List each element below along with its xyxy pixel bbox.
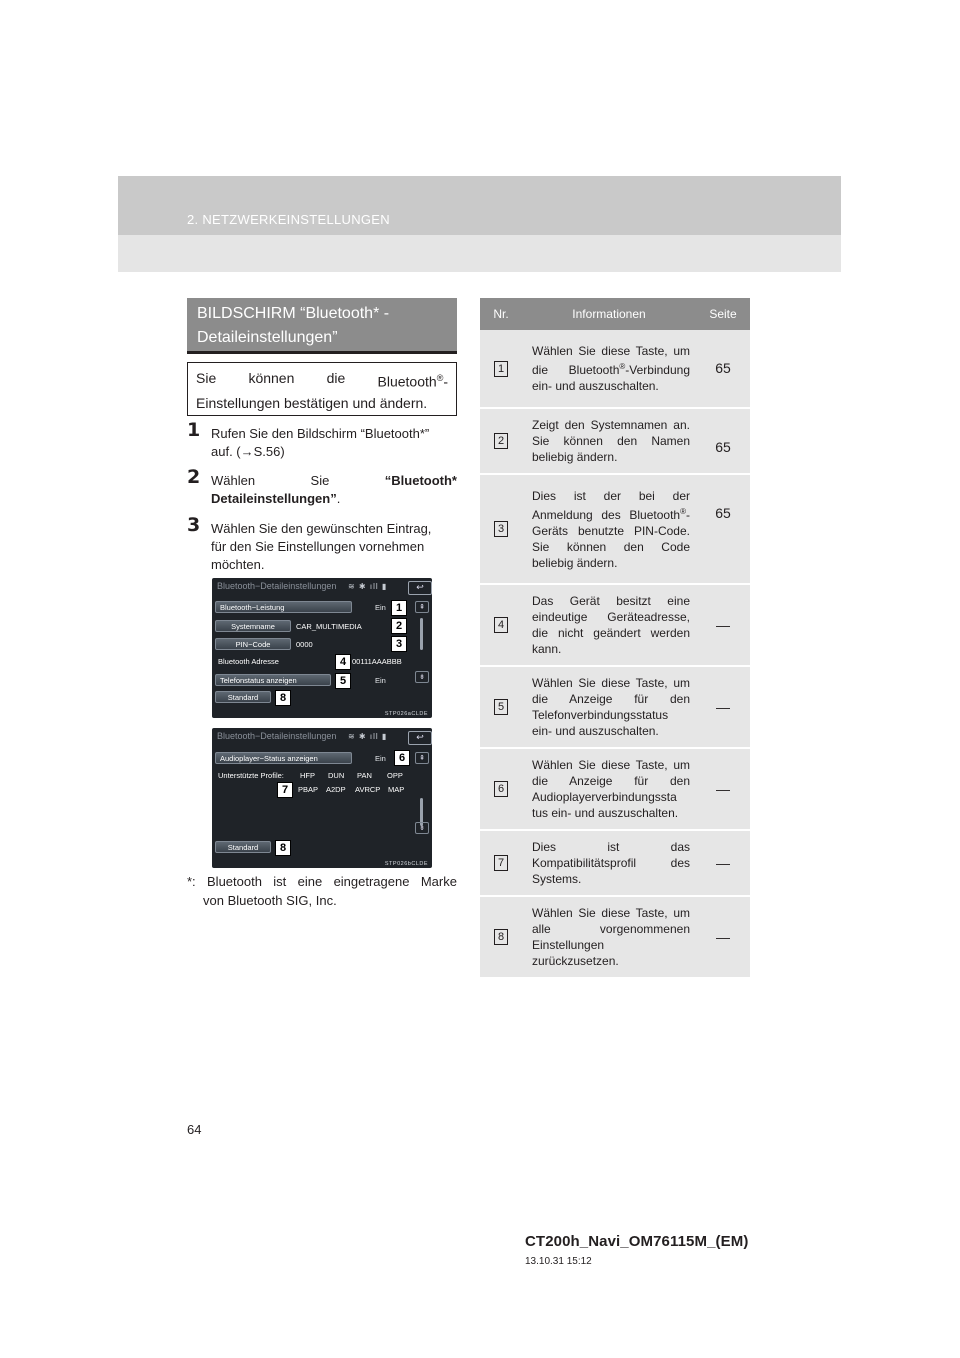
row-page: —: [696, 748, 750, 830]
scroll-up-button[interactable]: ⇞: [415, 752, 429, 764]
profile-avrcp: AVRCP: [355, 785, 381, 794]
footnote: [187, 872, 457, 910]
telefonstatus-value: Ein: [375, 676, 386, 685]
col-header-nr: Nr.: [480, 298, 522, 330]
scroll-down-button[interactable]: ⇟: [415, 822, 429, 834]
callout-4: 4: [335, 654, 351, 670]
row-page: —: [696, 830, 750, 896]
step-text: Rufen Sie den Bildschirm “Bluetooth*”: [211, 426, 430, 441]
row-info-tail: -Verbindung ein- und auszuschalten.: [532, 363, 690, 393]
footnote-word: eine: [297, 874, 323, 889]
back-button[interactable]: ↩: [408, 731, 432, 745]
table-row: [480, 474, 750, 584]
row-info: Wählen Sie diese Taste, um die Bluetooth: [532, 344, 690, 377]
bluetooth-address-label: Bluetooth Adresse: [218, 657, 279, 666]
row-number: 2: [494, 433, 508, 449]
callout-7: 7: [277, 782, 293, 798]
row-number: 6: [494, 781, 508, 797]
footnote-word: eingetragene: [333, 874, 410, 889]
registered-mark: ®: [680, 506, 686, 516]
document-date: 13.10.31 15:12: [525, 1256, 592, 1267]
row-info: Dies ist das Kompatibilitätsprofil des Systems.: [522, 830, 696, 896]
step-text: Wählen Sie den gewünschten Eintrag,: [211, 521, 432, 536]
step-text: für den Sie Einstellungen vornehmen: [211, 539, 425, 554]
scroll-down-button[interactable]: ⇟: [415, 671, 429, 683]
step-2: [187, 466, 457, 508]
row-info: Dies ist der bei der Anmeldung des Bluetooth: [532, 488, 690, 522]
table-row: [480, 408, 750, 474]
profiles-label: Unterstützte Profile:: [218, 771, 284, 780]
page-number: 64: [187, 1122, 202, 1137]
row-info: Wählen Sie diese Taste, um die Anzeige für den Telefonverbindungsstatus ein- und auszuschalten.: [522, 666, 696, 748]
table-row: [480, 584, 750, 666]
row-info-tail: -Geräts benutzte PIN-Code. Sie können den Code beliebig ändern.: [532, 507, 690, 570]
bluetooth-address-value: 00111AAABBB: [352, 657, 402, 666]
step-text: .: [336, 491, 341, 506]
row-number: 7: [494, 855, 508, 871]
row-page: —: [696, 896, 750, 978]
row-number: 4: [494, 617, 508, 633]
scroll-up-button[interactable]: ⇞: [415, 601, 429, 613]
table-row: [480, 748, 750, 830]
step-word: Sie: [310, 473, 330, 488]
row-info: Wählen Sie diese Taste, um die Anzeige für den Audioplayerverbindungssta tus ein- und auszuschalten.: [522, 748, 696, 830]
row-page: —: [696, 584, 750, 666]
profile-map: MAP: [388, 785, 405, 794]
status-icons: ≋ ✱ ıll ▮: [348, 582, 388, 591]
standard-button[interactable]: Standard: [215, 691, 271, 703]
audioplayer-status-value: Ein: [375, 754, 386, 763]
row-number: 1: [494, 361, 508, 377]
col-header-page: Seite: [696, 298, 750, 330]
profile-dun: DUN: [328, 771, 345, 780]
row-number: 5: [494, 699, 508, 715]
step-number: 3: [187, 514, 201, 536]
bluetooth-power-value: Ein: [375, 603, 386, 612]
row-info: Zeigt den Systemnamen an. Sie können den Namen beliebig ändern.: [522, 408, 696, 474]
document-id: CT200h_Navi_OM76115M_(EM): [525, 1233, 749, 1250]
callout-5: 5: [335, 673, 351, 689]
row-number: 8: [494, 929, 508, 945]
info-table: [480, 298, 750, 979]
row-info: Das Gerät besitzt eine eindeutige Geräteadresse, die nicht geändert werden kann.: [522, 584, 696, 666]
step-number: 1: [187, 419, 201, 441]
callout-2: 2: [391, 618, 407, 634]
screenshot-1: [212, 578, 432, 718]
row-page: —: [696, 666, 750, 748]
footnote-word: Bluetooth: [207, 874, 262, 889]
registered-mark: ®: [436, 373, 444, 383]
pin-code-button[interactable]: PIN−Code: [215, 638, 291, 650]
intro-line2: Einstellungen bestätigen und ändern.: [196, 394, 428, 411]
systemname-button[interactable]: Systemname: [215, 620, 291, 632]
section-title-line1: BILDSCHIRM “Bluetooth* -: [197, 305, 390, 322]
intro-suffix: -: [443, 373, 448, 390]
back-button[interactable]: ↩: [408, 581, 432, 595]
callout-3: 3: [391, 636, 407, 652]
profile-opp: OPP: [387, 771, 403, 780]
footnote-word: ist: [273, 874, 287, 889]
scrollbar[interactable]: [420, 618, 423, 650]
profile-hfp: HFP: [300, 771, 315, 780]
footnote-word: Marke: [420, 874, 457, 889]
footnote-line2: von Bluetooth SIG, Inc.: [203, 893, 337, 908]
intro-word: Sie: [196, 370, 217, 386]
row-info: Wählen Sie diese Taste, um alle vorgenommenen Einstellungen zurückzusetzen.: [522, 896, 696, 978]
section-title: [187, 298, 457, 354]
callout-8: 8: [275, 840, 291, 856]
profile-pan: PAN: [357, 771, 372, 780]
step-word: Wählen: [211, 473, 256, 488]
row-page: 65: [696, 330, 750, 408]
telefonstatus-button[interactable]: Telefonstatus anzeigen: [215, 674, 331, 686]
callout-1: 1: [391, 600, 407, 616]
image-code: STP026aCLDE: [384, 711, 428, 717]
callout-6: 6: [394, 750, 410, 766]
intro-word: die: [326, 370, 346, 386]
pin-code-value: 0000: [296, 640, 313, 649]
screen-title: Bluetooth−Detaileinstellungen: [217, 731, 337, 741]
profile-pbap: PBAP: [298, 785, 319, 794]
systemname-value: CAR_MULTIMEDIA: [296, 622, 362, 631]
callout-8: 8: [275, 690, 291, 706]
step-word: “Bluetooth*: [384, 473, 457, 488]
profile-a2dp: A2DP: [326, 785, 346, 794]
bluetooth-power-button[interactable]: Bluetooth−Leistung: [215, 601, 352, 613]
footnote-word: *:: [187, 874, 196, 889]
registered-mark: ®: [619, 362, 626, 371]
table-row: [480, 896, 750, 978]
step-number: 2: [187, 466, 201, 488]
step-text-bold: Detaileinstellungen”: [211, 491, 337, 506]
image-code: STP026bCLDE: [384, 861, 428, 867]
chapter-title: 2. NETZWERKEINSTELLUNGEN: [187, 212, 390, 227]
table-row: [480, 666, 750, 748]
step-text: möchten.: [211, 557, 265, 572]
screenshot-2: [212, 728, 432, 868]
step-3: [187, 514, 457, 574]
step-1: [187, 419, 457, 461]
section-title-line2: Detaileinstellungen”: [197, 329, 338, 346]
table-row: [480, 830, 750, 896]
table-row: [480, 330, 750, 408]
step-text: auf. (→S.56): [211, 444, 285, 459]
intro-word: Bluetooth: [377, 373, 437, 390]
audioplayer-status-button[interactable]: Audioplayer−Status anzeigen: [215, 752, 352, 764]
col-header-info: Informationen: [522, 298, 696, 330]
intro-box: [187, 362, 457, 416]
intro-word: können: [248, 370, 295, 386]
row-number: 3: [494, 521, 508, 537]
row-page: 65: [696, 474, 750, 584]
status-icons: ≋ ✱ ıll ▮: [348, 732, 388, 741]
screen-title: Bluetooth−Detaileinstellungen: [217, 581, 337, 591]
row-page: 65: [696, 408, 750, 474]
standard-button[interactable]: Standard: [215, 841, 271, 853]
